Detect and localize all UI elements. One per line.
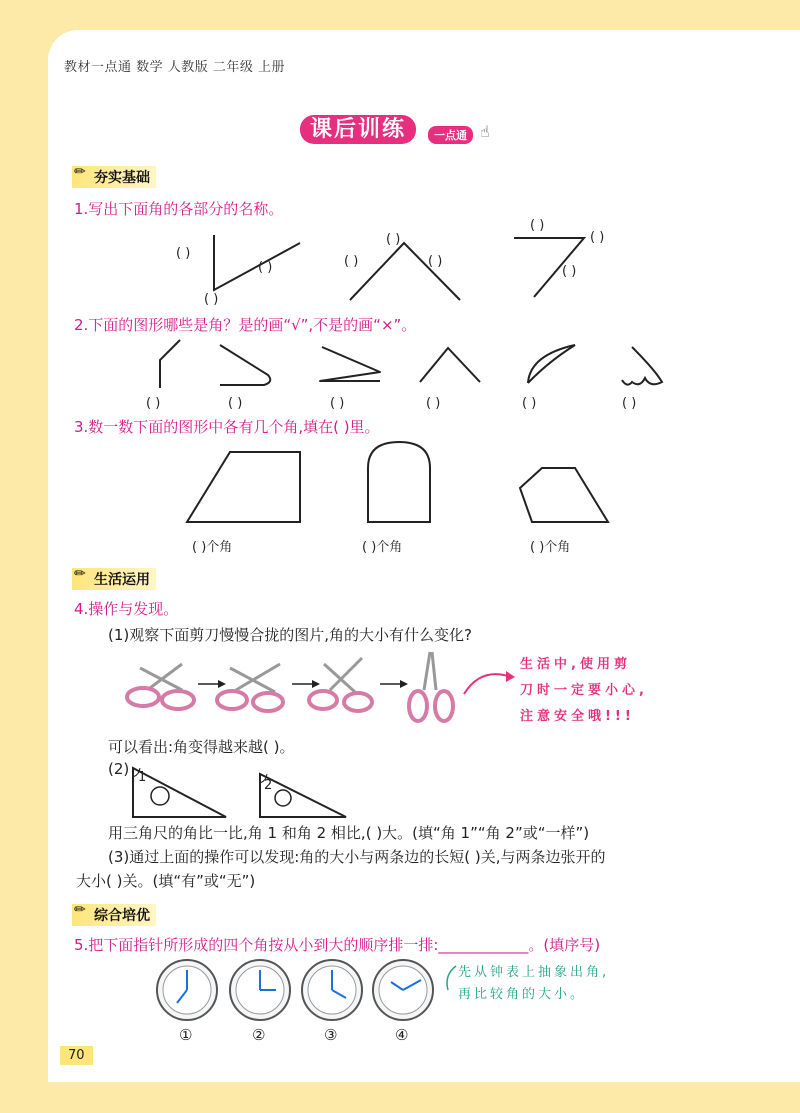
- section-basic-label: 夯实基础: [94, 170, 150, 186]
- q1-blank-vertex-1[interactable]: ( ): [176, 246, 191, 261]
- clock-label-1: ①: [179, 1026, 193, 1044]
- clock-label-4: ④: [395, 1026, 409, 1044]
- q3-answer-3[interactable]: ( )个角: [530, 540, 571, 555]
- clock-tip-line-1: 先从钟表上抽象出角,: [458, 965, 610, 980]
- section-life: [72, 568, 156, 590]
- q2-blank-3[interactable]: ( ): [330, 396, 345, 411]
- q4-part-2: 用三角尺的角比一比,角 1 和角 2 相比,( )大。(填“角 1”“角 2”或“一样”): [108, 824, 590, 842]
- title-badge: 一点通: [428, 126, 473, 144]
- safety-tip: [520, 652, 648, 730]
- q2-blank-2[interactable]: ( ): [228, 396, 243, 411]
- pencil-icon: ✏: [74, 902, 86, 918]
- section-basic: [72, 166, 156, 188]
- q1-blank-side-5[interactable]: ( ): [530, 218, 545, 233]
- clock-tip-line-2: 再比较角的大小。: [458, 987, 587, 1002]
- section-life-label: 生活运用: [94, 572, 150, 588]
- question-4: 4.操作与发现。: [74, 600, 179, 618]
- q3-answer-2[interactable]: ( )个角: [362, 540, 403, 555]
- q1-blank-side-1[interactable]: ( ): [258, 260, 273, 275]
- safety-tip-line-3: 注意安全哦!!!: [520, 709, 635, 724]
- title-banner: [300, 112, 490, 143]
- q1-blank-side-2[interactable]: ( ): [204, 292, 219, 307]
- page-title: 课后训练: [300, 115, 416, 144]
- book-header: 教材一点通 数学 人教版 二年级 上册: [64, 60, 286, 75]
- section-advanced: [72, 904, 156, 926]
- pencil-icon: ✏: [74, 164, 86, 180]
- clock-label-2: ②: [252, 1026, 266, 1044]
- q3-answer-1[interactable]: ( )个角: [192, 540, 233, 555]
- q1-blank-vertex-2[interactable]: ( ): [386, 232, 401, 247]
- question-2: 2.下面的图形哪些是角？是的画“√”,不是的画“×”。: [74, 316, 417, 334]
- question-5: 5.把下面指针所形成的四个角按从小到大的顺序排一排:____________。(填序号): [74, 936, 601, 954]
- section-advanced-label: 综合培优: [94, 908, 150, 924]
- safety-tip-line-1: 生活中,使用剪: [520, 657, 631, 672]
- page-number: 70: [60, 1046, 93, 1065]
- sheet-background: [48, 30, 800, 1082]
- clock-label-3: ③: [324, 1026, 338, 1044]
- q1-blank-side-6[interactable]: ( ): [562, 264, 577, 279]
- question-1: 1.写出下面角的各部分的名称。: [74, 200, 284, 218]
- q1-blank-side-4[interactable]: ( ): [428, 254, 443, 269]
- q4-part-3-line-2: 大小( )关。(填“有”或“无”): [76, 872, 256, 890]
- q1-blank-side-3[interactable]: ( ): [344, 254, 359, 269]
- q4-part-2-label: (2): [108, 760, 130, 778]
- angle-1-label: 1: [138, 770, 147, 785]
- q4-part-1: (1)观察下面剪刀慢慢合拢的图片,角的大小有什么变化?: [108, 626, 472, 644]
- hand-pointer-icon: ☝: [480, 122, 490, 141]
- q2-blank-4[interactable]: ( ): [426, 396, 441, 411]
- q4-conclusion: 可以看出:角变得越来越( )。: [108, 738, 295, 756]
- q2-blank-5[interactable]: ( ): [522, 396, 537, 411]
- q1-blank-vertex-3[interactable]: ( ): [590, 230, 605, 245]
- q2-blank-6[interactable]: ( ): [622, 396, 637, 411]
- angle-2-label: 2: [264, 778, 273, 793]
- pencil-icon: ✏: [74, 566, 86, 582]
- q2-blank-1[interactable]: ( ): [146, 396, 161, 411]
- q4-part-3-line-1: (3)通过上面的操作可以发现:角的大小与两条边的长短( )关,与两条边张开的: [108, 848, 606, 866]
- clock-tip: [458, 962, 609, 1006]
- question-3: 3.数一数下面的图形中各有几个角,填在( )里。: [74, 418, 380, 436]
- safety-tip-line-2: 刀时一定要小心,: [520, 683, 648, 698]
